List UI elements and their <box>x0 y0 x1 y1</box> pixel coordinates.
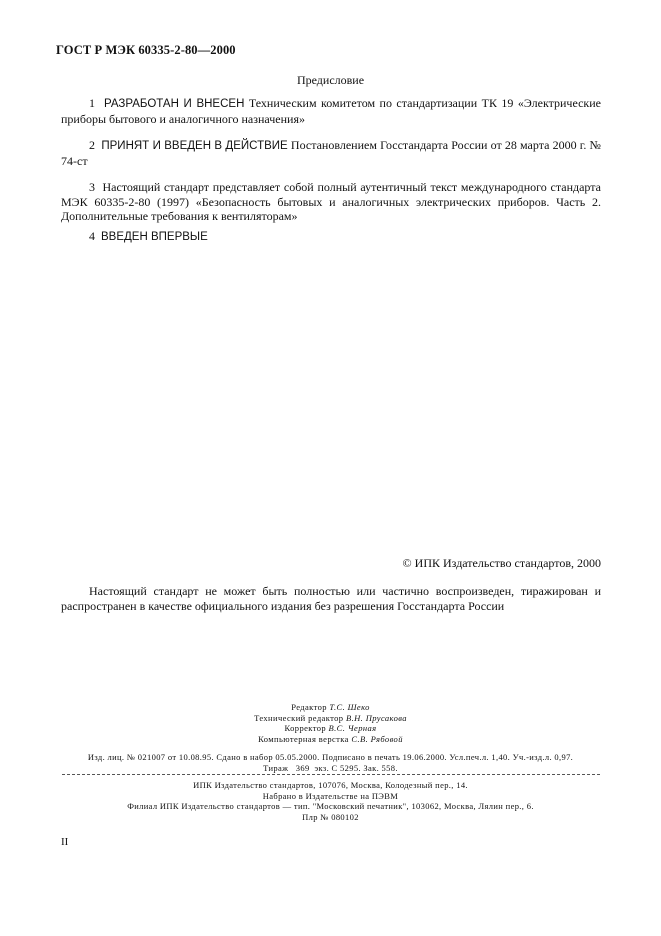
paragraph-4 <box>61 229 601 245</box>
paragraph-lead: ПРИНЯТ И ВВЕДЕН В ДЕЙСТВИЕ <box>101 140 288 152</box>
credit-name: В.Н. Прусакова <box>345 712 407 723</box>
publisher-line: ИПК Издательство стандартов, 107076, Москва, Колодезный пер., 14. <box>193 780 468 790</box>
credit-editor <box>0 702 661 713</box>
reproduction-notice <box>61 584 601 613</box>
paragraph-number: 3 <box>89 180 95 194</box>
publisher-line: Набрано в Издательстве на ПЭВМ <box>262 790 399 801</box>
notice-text: Настоящий стандарт не может быть полностью или частично воспроизведен, тиражирован и распространен в качестве официального издания без разрешения Госстандарта России <box>61 584 601 613</box>
credit-tech-editor <box>0 713 661 724</box>
publisher-line: Плр № 080102 <box>302 811 359 822</box>
credit-role: Технический редактор <box>254 712 344 723</box>
imprint-block <box>0 752 661 773</box>
paragraph-1 <box>61 96 601 126</box>
credit-proofreader <box>0 723 661 734</box>
credits-block <box>0 702 661 744</box>
page-title: Предисловие <box>296 73 365 87</box>
credit-role: Корректор <box>284 723 327 733</box>
publisher-line: Филиал ИПК Издательство стандартов — тип. "Московский печатник", 103062, Москва, Лялин пер., 6. <box>127 801 534 811</box>
paragraph-lead: РАЗРАБОТАН И ВНЕСЕН <box>103 98 245 110</box>
paragraph-text: Настоящий стандарт представляет собой полный аутентичный текст международного стандарта МЭК 60335-2-80 (1997) «Безопасность бытовых и аналогичных электрических приборов. Часть 2. Дополнительные требования к вентиляторам» <box>61 180 601 223</box>
imprint-line: Изд. лиц. № 021007 от 10.08.95. Сдано в набор 05.05.2000. Подписано в печать 19.06.2000. Усл.печ.л. 1,40. Уч.-изд.л. 0,97. <box>87 752 574 762</box>
page-number: II <box>61 836 69 848</box>
credit-name: С.В. Рябовой <box>351 733 403 744</box>
paragraph-number: 4 <box>89 229 95 243</box>
paragraph-3 <box>61 180 601 224</box>
paragraph-number: 1 <box>89 96 95 110</box>
credit-role: Компьютерная верстка <box>258 733 349 744</box>
divider <box>62 774 600 775</box>
paragraph-number: 2 <box>89 138 95 152</box>
standard-code: ГОСТ Р МЭК 60335-2-80—2000 <box>56 43 236 57</box>
publisher-block <box>0 780 661 822</box>
credit-name: Т.С. Шеко <box>329 702 370 712</box>
copyright: © ИПК Издательство стандартов, 2000 <box>402 556 601 570</box>
credit-role: Редактор <box>291 702 327 712</box>
paragraph-2 <box>61 138 601 168</box>
paragraph-lead: ВВЕДЕН ВПЕРВЫЕ <box>101 231 208 243</box>
credit-name: В.С. Черная <box>328 723 377 733</box>
paragraph-text: Постановлением Госстандарта России от 28 марта 2000 г. № 74-ст <box>61 138 602 168</box>
imprint-line: Тираж 369 экз. С 5295. Зак. 558. <box>263 762 398 773</box>
paragraph-text: Техническим комитетом по стандартизации ТК 19 «Электрические приборы бытового и аналогичного назначения» <box>61 96 601 126</box>
credit-layout <box>0 734 661 745</box>
